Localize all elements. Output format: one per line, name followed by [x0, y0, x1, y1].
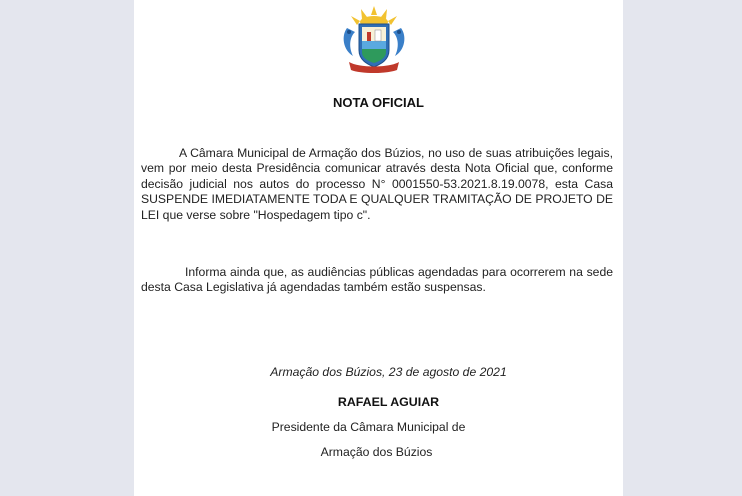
signer-role-line-2: Armação dos Búzios	[320, 445, 433, 459]
date-line: Armação dos Búzios, 23 de agosto de 2021	[270, 365, 507, 379]
paragraph-notice: A Câmara Municipal de Armação dos Búzios, no uso de suas atribuições legais, vem por meio desta Presidência comunicar através desta Nota Oficial que, conforme decisão judicial nos autos do processo N° 0001550-53.2021.8.19.0078, esta Casa SUSPENDE IMEDIATAMENTE TODA E QUALQUER TRAMITAÇÃO DE PROJETO DE LEI que verse sobre "Hospedagem tipo c".	[141, 146, 613, 222]
signer-name: RAFAEL AGUIAR	[337, 395, 440, 409]
coat-of-arms-icon	[339, 6, 409, 74]
document-page	[134, 0, 623, 496]
signer-role-line-1: Presidente da Câmara Municipal de	[271, 420, 466, 434]
paragraph-hearings: Informa ainda que, as audiências públicas agendadas para ocorrerem na sede desta Casa Legislativa já agendadas também estão suspensas.	[141, 265, 613, 295]
document-title: NOTA OFICIAL	[333, 95, 424, 110]
